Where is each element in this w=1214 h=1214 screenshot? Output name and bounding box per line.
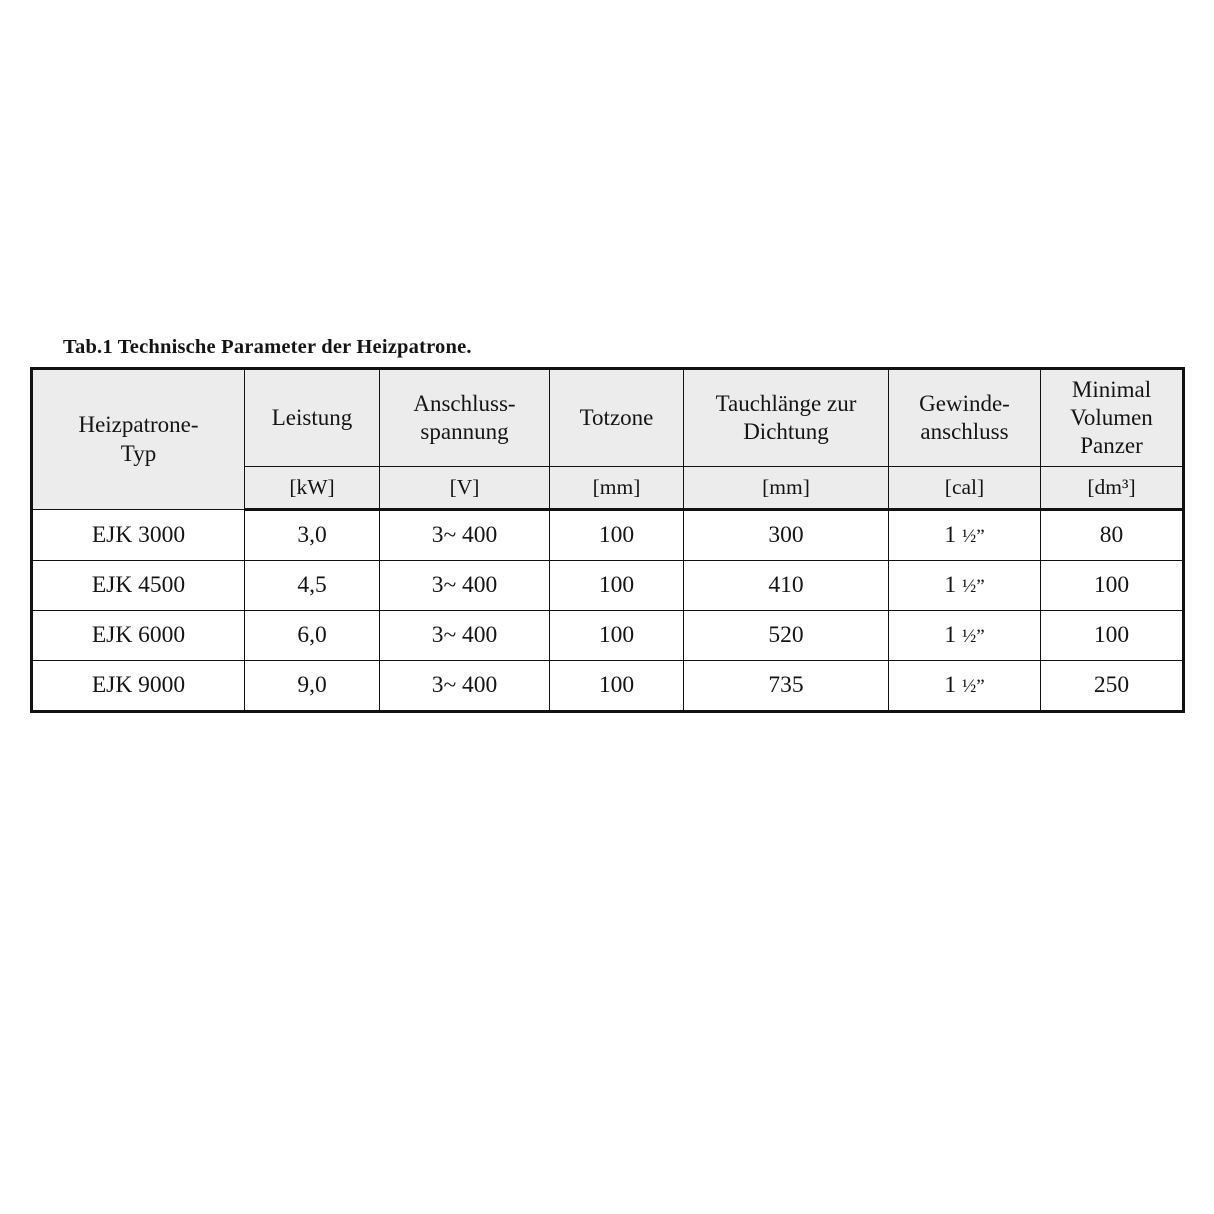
- header-cell-leistung: [245, 369, 380, 467]
- cell-gewinde: [889, 661, 1041, 712]
- header-type-line1: Heizpatrone-: [78, 411, 199, 437]
- table-row: [32, 510, 1184, 561]
- header-cell-gewindeanschluss: [889, 369, 1041, 467]
- unit-cell-tauchlaenge: [mm]: [684, 467, 889, 510]
- cell-volumen: 100: [1041, 611, 1184, 661]
- header-minimal-line1: Minimal: [1071, 377, 1152, 402]
- cell-typ: EJK 6000: [32, 611, 245, 661]
- unit-cell-totzone: [mm]: [550, 467, 684, 510]
- header-cell-minimalvolumen: [1041, 369, 1184, 467]
- cell-gewinde: [889, 510, 1041, 561]
- cell-volumen: 250: [1041, 661, 1184, 712]
- cell-leistung: 9,0: [245, 661, 380, 712]
- header-cell-type: [32, 369, 245, 510]
- cell-tauchlaenge: 735: [684, 661, 889, 712]
- cell-spannung: 3~ 400: [380, 611, 550, 661]
- cell-tauchlaenge: 300: [684, 510, 889, 561]
- header-leistung-line1: Leistung: [271, 405, 353, 431]
- header-cell-totzone: [550, 369, 684, 467]
- header-anschluss-line2: spannung: [420, 419, 509, 445]
- unit-cell-gewinde: [cal]: [889, 467, 1041, 510]
- header-row-titles: [32, 369, 1184, 467]
- cell-volumen: 100: [1041, 561, 1184, 611]
- header-gewinde-line2: anschluss: [920, 419, 1009, 445]
- header-cell-anschlussspannung: [380, 369, 550, 467]
- cell-gewinde: [889, 611, 1041, 661]
- cell-totzone: 100: [550, 561, 684, 611]
- table-row: [32, 661, 1184, 712]
- table-row: [32, 561, 1184, 611]
- header-gewinde-line1: Gewinde-: [919, 391, 1010, 417]
- table-block: [30, 336, 1182, 713]
- gewinde-number: 1: [944, 672, 957, 699]
- cell-typ: EJK 3000: [32, 510, 245, 561]
- gewinde-number: 1: [944, 572, 957, 599]
- cell-leistung: 3,0: [245, 510, 380, 561]
- cell-spannung: 3~ 400: [380, 510, 550, 561]
- gewinde-fraction: ½”: [961, 626, 985, 648]
- gewinde-number: 1: [944, 522, 957, 549]
- gewinde-fraction: ½”: [961, 676, 985, 698]
- cell-volumen: 80: [1041, 510, 1184, 561]
- cell-leistung: 6,0: [245, 611, 380, 661]
- table-body: [32, 510, 1184, 712]
- header-minimal-line3: Panzer: [1080, 433, 1143, 459]
- gewinde-fraction: ½”: [961, 576, 985, 598]
- cell-typ: EJK 9000: [32, 661, 245, 712]
- header-cell-tauchlaenge: [684, 369, 889, 467]
- header-type-line2: Typ: [120, 440, 157, 466]
- table-row: [32, 611, 1184, 661]
- cell-typ: EJK 4500: [32, 561, 245, 611]
- cell-leistung: 4,5: [245, 561, 380, 611]
- gewinde-fraction: ½”: [961, 526, 985, 548]
- technical-parameters-table: [30, 367, 1185, 713]
- header-totzone-line1: Totzone: [579, 405, 654, 431]
- header-minimal-line2: Volumen: [1070, 405, 1153, 431]
- cell-spannung: 3~ 400: [380, 661, 550, 712]
- cell-totzone: 100: [550, 661, 684, 712]
- header-tauch-line1: Tauchlänge zur: [715, 391, 857, 417]
- table-header: [32, 369, 1184, 510]
- cell-totzone: 100: [550, 611, 684, 661]
- header-tauch-line2: Dichtung: [743, 419, 829, 445]
- gewinde-number: 1: [944, 622, 957, 649]
- header-anschluss-line1: Anschluss-: [413, 391, 516, 417]
- cell-tauchlaenge: 410: [684, 561, 889, 611]
- cell-spannung: 3~ 400: [380, 561, 550, 611]
- unit-cell-leistung: [kW]: [245, 467, 380, 510]
- unit-cell-spannung: [V]: [380, 467, 550, 510]
- cell-gewinde: [889, 561, 1041, 611]
- table-caption: Tab.1 Technische Parameter der Heizpatrone.: [63, 336, 472, 358]
- unit-cell-volumen: [dm³]: [1041, 467, 1184, 510]
- cell-totzone: 100: [550, 510, 684, 561]
- cell-tauchlaenge: 520: [684, 611, 889, 661]
